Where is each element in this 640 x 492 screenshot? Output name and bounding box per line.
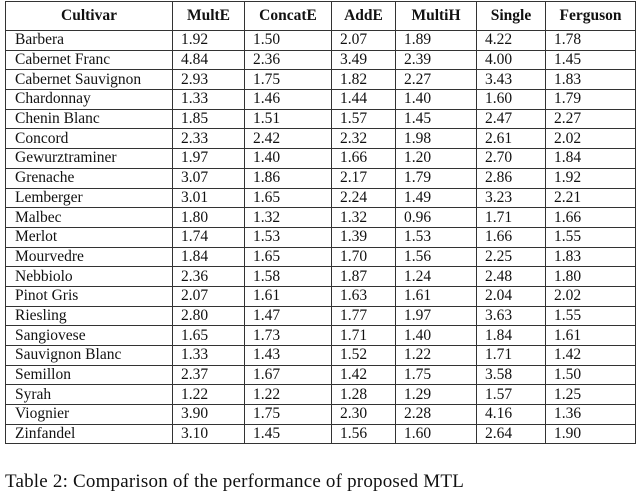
table-row (6, 405, 636, 425)
cell-multe: 1.92 (173, 31, 245, 51)
cell-multe: 1.33 (173, 90, 245, 110)
cell-adde: 1.42 (332, 365, 396, 385)
cell-single: 1.84 (477, 326, 546, 346)
cell-multe: 3.07 (173, 168, 245, 188)
cell-cultivar: Cabernet Sauvignon (6, 70, 173, 90)
cell-cultivar: Zinfandel (6, 424, 173, 444)
cell-concate: 1.65 (245, 188, 332, 208)
cell-single: 1.71 (477, 346, 546, 366)
table-row (6, 208, 636, 228)
cell-single: 4.00 (477, 50, 546, 70)
cell-single: 2.64 (477, 424, 546, 444)
cell-cultivar: Semillon (6, 365, 173, 385)
header-ferguson: Ferguson (546, 2, 636, 31)
cell-cultivar: Chardonnay (6, 90, 173, 110)
cell-multe: 1.85 (173, 109, 245, 129)
cell-cultivar: Concord (6, 129, 173, 149)
cell-multe: 2.93 (173, 70, 245, 90)
table-row (6, 365, 636, 385)
cell-single: 1.60 (477, 90, 546, 110)
header-cultivar: Cultivar (6, 2, 173, 31)
cell-adde: 1.44 (332, 90, 396, 110)
cell-single: 3.43 (477, 70, 546, 90)
cell-single: 2.25 (477, 247, 546, 267)
cell-multih: 1.24 (396, 267, 477, 287)
cell-cultivar: Merlot (6, 227, 173, 247)
cell-adde: 3.49 (332, 50, 396, 70)
cell-cultivar: Sangiovese (6, 326, 173, 346)
cell-single: 1.66 (477, 227, 546, 247)
cell-adde: 1.39 (332, 227, 396, 247)
cell-adde: 1.77 (332, 306, 396, 326)
cell-multe: 3.10 (173, 424, 245, 444)
table-row (6, 267, 636, 287)
cell-cultivar: Grenache (6, 168, 173, 188)
table-row (6, 129, 636, 149)
table-row (6, 247, 636, 267)
cell-concate: 1.65 (245, 247, 332, 267)
cell-adde: 1.28 (332, 385, 396, 405)
header-multih: MultiH (396, 2, 477, 31)
table-row (6, 90, 636, 110)
cell-concate: 1.75 (245, 405, 332, 425)
cell-ferguson: 1.55 (546, 306, 636, 326)
cell-multih: 1.56 (396, 247, 477, 267)
cell-cultivar: Riesling (6, 306, 173, 326)
cell-adde: 1.70 (332, 247, 396, 267)
cell-ferguson: 2.02 (546, 286, 636, 306)
cell-single: 3.23 (477, 188, 546, 208)
cell-single: 2.04 (477, 286, 546, 306)
cell-cultivar: Mourvedre (6, 247, 173, 267)
cell-adde: 1.82 (332, 70, 396, 90)
cell-concate: 1.45 (245, 424, 332, 444)
cell-ferguson: 1.84 (546, 149, 636, 169)
cell-single: 2.86 (477, 168, 546, 188)
table-row (6, 286, 636, 306)
cell-concate: 1.75 (245, 70, 332, 90)
cell-concate: 1.51 (245, 109, 332, 129)
cell-concate: 1.50 (245, 31, 332, 51)
cell-ferguson: 1.61 (546, 326, 636, 346)
cell-concate: 1.67 (245, 365, 332, 385)
table-row (6, 109, 636, 129)
cell-multih: 1.53 (396, 227, 477, 247)
cell-concate: 2.36 (245, 50, 332, 70)
cell-single: 2.70 (477, 149, 546, 169)
table-body (6, 31, 636, 444)
cell-multe: 4.84 (173, 50, 245, 70)
cell-ferguson: 1.78 (546, 31, 636, 51)
cell-single: 1.57 (477, 385, 546, 405)
cell-single: 1.71 (477, 208, 546, 228)
cell-single: 3.58 (477, 365, 546, 385)
cell-multih: 1.45 (396, 109, 477, 129)
cell-cultivar: Sauvignon Blanc (6, 346, 173, 366)
cell-multe: 2.33 (173, 129, 245, 149)
cell-multe: 2.07 (173, 286, 245, 306)
header-concate: ConcatE (245, 2, 332, 31)
cell-adde: 2.17 (332, 168, 396, 188)
cell-multih: 1.29 (396, 385, 477, 405)
cell-adde: 1.87 (332, 267, 396, 287)
cell-concate: 1.47 (245, 306, 332, 326)
table-row (6, 168, 636, 188)
cell-cultivar: Malbec (6, 208, 173, 228)
cell-multih: 2.27 (396, 70, 477, 90)
cell-multe: 1.65 (173, 326, 245, 346)
cell-ferguson: 1.79 (546, 90, 636, 110)
cell-ferguson: 1.90 (546, 424, 636, 444)
cell-concate: 1.46 (245, 90, 332, 110)
cell-cultivar: Viognier (6, 405, 173, 425)
table-row (6, 326, 636, 346)
cell-single: 2.61 (477, 129, 546, 149)
table-row (6, 227, 636, 247)
cell-ferguson: 1.50 (546, 365, 636, 385)
cell-ferguson: 1.66 (546, 208, 636, 228)
cell-adde: 1.52 (332, 346, 396, 366)
cell-multe: 1.80 (173, 208, 245, 228)
cell-concate: 1.58 (245, 267, 332, 287)
cell-single: 2.48 (477, 267, 546, 287)
cell-multih: 1.40 (396, 90, 477, 110)
table-row (6, 31, 636, 51)
cell-ferguson: 1.83 (546, 247, 636, 267)
cell-single: 4.16 (477, 405, 546, 425)
cell-single: 2.47 (477, 109, 546, 129)
cell-multih: 2.39 (396, 50, 477, 70)
cell-adde: 1.56 (332, 424, 396, 444)
cell-adde: 2.30 (332, 405, 396, 425)
cell-multe: 1.22 (173, 385, 245, 405)
cell-concate: 1.53 (245, 227, 332, 247)
header-adde: AddE (332, 2, 396, 31)
cell-multe: 3.01 (173, 188, 245, 208)
cell-cultivar: Barbera (6, 31, 173, 51)
cell-multe: 2.36 (173, 267, 245, 287)
cell-single: 4.22 (477, 31, 546, 51)
cell-cultivar: Chenin Blanc (6, 109, 173, 129)
table-row (6, 306, 636, 326)
cell-multih: 1.60 (396, 424, 477, 444)
cell-ferguson: 1.25 (546, 385, 636, 405)
table-row (6, 424, 636, 444)
cell-multih: 1.89 (396, 31, 477, 51)
cell-cultivar: Syrah (6, 385, 173, 405)
cell-cultivar: Lemberger (6, 188, 173, 208)
cell-concate: 1.32 (245, 208, 332, 228)
cell-multih: 2.28 (396, 405, 477, 425)
cell-concate: 1.43 (245, 346, 332, 366)
cell-adde: 1.63 (332, 286, 396, 306)
header-multe: MultE (173, 2, 245, 31)
cell-multe: 1.74 (173, 227, 245, 247)
cell-multih: 1.61 (396, 286, 477, 306)
table-row (6, 70, 636, 90)
results-table (5, 1, 636, 444)
cell-cultivar: Cabernet Franc (6, 50, 173, 70)
cell-concate: 2.42 (245, 129, 332, 149)
cell-adde: 2.07 (332, 31, 396, 51)
cell-adde: 1.71 (332, 326, 396, 346)
cell-adde: 2.32 (332, 129, 396, 149)
cell-cultivar: Nebbiolo (6, 267, 173, 287)
cell-ferguson: 1.80 (546, 267, 636, 287)
cell-multih: 1.98 (396, 129, 477, 149)
table-row (6, 50, 636, 70)
cell-cultivar: Pinot Gris (6, 286, 173, 306)
cell-concate: 1.73 (245, 326, 332, 346)
cell-ferguson: 1.45 (546, 50, 636, 70)
cell-multih: 1.49 (396, 188, 477, 208)
cell-adde: 1.32 (332, 208, 396, 228)
cell-multe: 2.80 (173, 306, 245, 326)
cell-adde: 1.66 (332, 149, 396, 169)
cell-adde: 1.57 (332, 109, 396, 129)
table-row (6, 149, 636, 169)
cell-ferguson: 2.02 (546, 129, 636, 149)
table-caption: Table 2: Comparison of the performance of proposed MTL (5, 471, 465, 492)
table-row (6, 385, 636, 405)
cell-multih: 1.75 (396, 365, 477, 385)
cell-concate: 1.40 (245, 149, 332, 169)
cell-multih: 1.20 (396, 149, 477, 169)
cell-multe: 2.37 (173, 365, 245, 385)
cell-multih: 1.40 (396, 326, 477, 346)
cell-multe: 1.33 (173, 346, 245, 366)
cell-multih: 0.96 (396, 208, 477, 228)
cell-concate: 1.61 (245, 286, 332, 306)
cell-ferguson: 1.92 (546, 168, 636, 188)
cell-ferguson: 2.21 (546, 188, 636, 208)
cell-cultivar: Gewurztraminer (6, 149, 173, 169)
table-row (6, 346, 636, 366)
cell-multe: 3.90 (173, 405, 245, 425)
cell-concate: 1.22 (245, 385, 332, 405)
cell-multih: 1.79 (396, 168, 477, 188)
cell-multih: 1.97 (396, 306, 477, 326)
cell-ferguson: 1.83 (546, 70, 636, 90)
cell-multih: 1.22 (396, 346, 477, 366)
cell-adde: 2.24 (332, 188, 396, 208)
cell-ferguson: 1.36 (546, 405, 636, 425)
cell-ferguson: 2.27 (546, 109, 636, 129)
cell-multe: 1.84 (173, 247, 245, 267)
cell-ferguson: 1.42 (546, 346, 636, 366)
header-single: Single (477, 2, 546, 31)
table-row (6, 188, 636, 208)
header-row (6, 2, 636, 31)
cell-concate: 1.86 (245, 168, 332, 188)
cell-ferguson: 1.55 (546, 227, 636, 247)
cell-single: 3.63 (477, 306, 546, 326)
cell-multe: 1.97 (173, 149, 245, 169)
